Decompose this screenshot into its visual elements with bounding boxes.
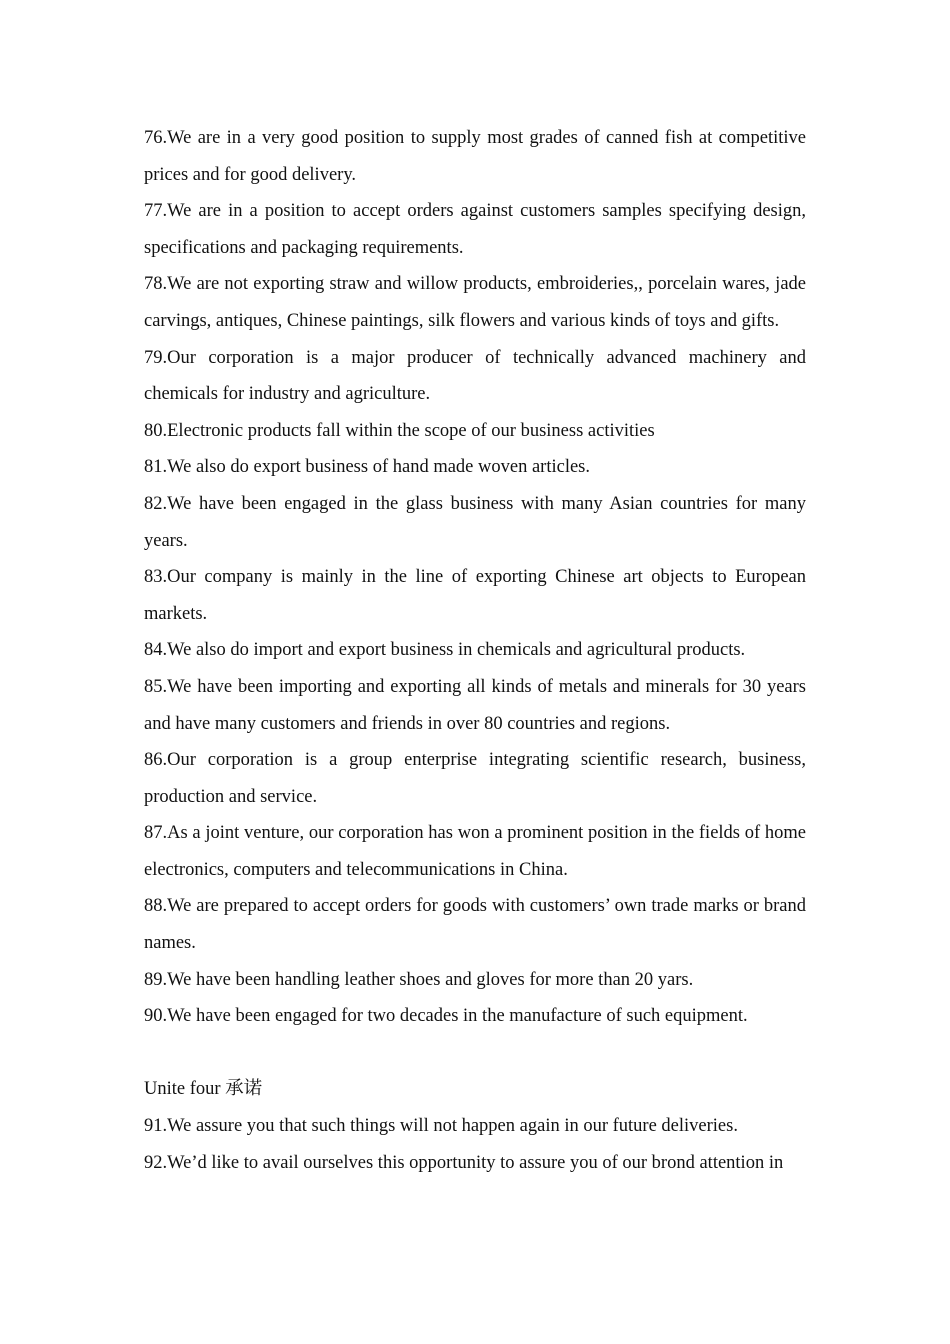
- paragraph-76: 76.We are in a very good position to supply most grades of canned fish at competitive prices and for good delivery.: [144, 128, 806, 185]
- paragraph-82: 82.We have been engaged in the glass business with many Asian countries for many years.: [144, 493, 806, 551]
- paragraph-85: 85.We have been importing and exporting all kinds of metals and minerals for 30 years and have many customers and friends in over 80 countries and regions.: [144, 676, 806, 734]
- paragraph-92: 92.We’d like to avail ourselves this opportunity to assure you of our brond attention in: [144, 1152, 784, 1173]
- section-heading: Unite four 承诺: [144, 1079, 263, 1100]
- paragraph-79: 79.Our corporation is a major producer of technically advanced machinery and chemicals for industry and agriculture.: [144, 347, 806, 405]
- paragraph-83: 83.Our company is mainly in the line of exporting Chinese art objects to European markets.: [144, 567, 806, 624]
- paragraph-81: 81.We also do export business of hand made woven articles.: [144, 457, 590, 478]
- document-page: [144, 120, 806, 1181]
- blank-line: [144, 1035, 806, 1072]
- paragraph-77: 77.We are in a position to accept orders against customers samples specifying design, specifications and packaging requirements.: [144, 201, 806, 258]
- paragraph-86: 86.Our corporation is a group enterprise integrating scientific research, business, production and service.: [144, 750, 806, 807]
- paragraph-84: 84.We also do import and export business in chemicals and agricultural products.: [144, 640, 746, 661]
- paragraph-80: 80.Electronic products fall within the scope of our business activities: [144, 420, 655, 441]
- paragraph-91: 91.We assure you that such things will not happen again in our future deliveries.: [144, 1116, 738, 1137]
- paragraph-90: 90.We have been engaged for two decades in the manufacture of such equipment.: [144, 1006, 748, 1027]
- paragraph-87: 87.As a joint venture, our corporation has won a prominent position in the fields of home electronics, computers and telecommunications in China.: [144, 823, 806, 880]
- paragraph-78: 78.We are not exporting straw and willow products, embroideries,, porcelain wares, jade carvings, antiques, Chinese paintings, silk flowers and various kinds of toys and gifts.: [144, 274, 806, 331]
- paragraph-88: 88.We are prepared to accept orders for goods with customers’ own trade marks or brand names.: [144, 896, 806, 954]
- paragraph-89: 89.We have been handling leather shoes and gloves for more than 20 yars.: [144, 969, 694, 990]
